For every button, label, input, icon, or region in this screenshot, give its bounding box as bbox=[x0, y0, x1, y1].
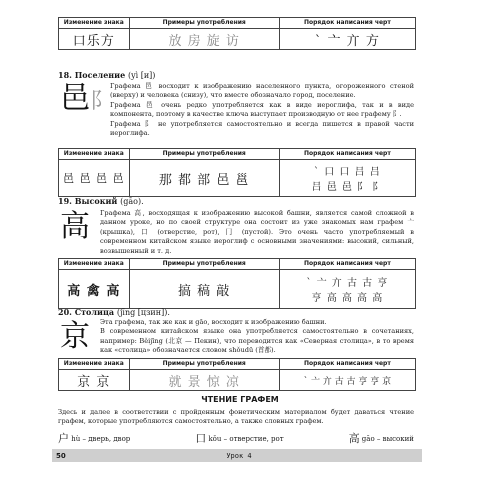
table-header: Изменение знака Примеры употребления Порядок написания черт bbox=[59, 259, 415, 270]
page-footer bbox=[52, 449, 422, 462]
cell-order: ` 口 口 吕 吕 吕 邑 邑 阝 阝 bbox=[311, 167, 384, 193]
cell-examples: 就 景 惊 凉 bbox=[130, 370, 280, 390]
section-20-title: 20. Столица (jīng [цзин]). bbox=[58, 307, 170, 317]
section-20-text: Эта графема, так же как и gāo, восходит к изображению башни. В современном китайском языке она употребляется самостоятельно в сочетаниях, например: Běijīng (北京 — Пекин), что переводится как «Северная столица», в то время как «столица» обозначается словом shǒudū (首都). bbox=[100, 318, 414, 355]
table-row bbox=[59, 160, 415, 196]
list-item: 户 hù – дверь, двор bbox=[58, 432, 131, 445]
section-19-text: Графема 高, восходящая к изображению высокой башни, является самой сложной в данном уроке, но по своей структуре она состоит из уже знакомых нам графем 亠 (крышка), 口 (отверстие, рот), 冂 (пустой). Это очень часто употребляемый в современном китайском языке иероглиф с основными значениями: высокий, сильный, возвышенный и т. д. bbox=[100, 209, 414, 255]
table-header bbox=[59, 18, 415, 29]
table-row bbox=[59, 370, 415, 390]
table-radical-prev bbox=[58, 17, 416, 50]
section-18-character: 邑阝 bbox=[60, 81, 113, 116]
section-18-text: Графема 邑 восходит к изображению населенного пункта, огороженного стеной (вверху) и человека (снизу), что вместе обозначало город, поселение. Графема 邑 очень редко употребляется как в виде иероглифа, так и в виде компонента, поэтому в качестве ключа выступает производную от нее графему 阝. Графема 阝 не употребляется самостоятельно и всегда пишется в правой части иероглифа. bbox=[110, 82, 414, 138]
cell-order: ` 亠 亣 古 古 亨 亨 高 高 高 高 bbox=[306, 278, 389, 304]
section-19-character: 高 bbox=[60, 209, 90, 244]
table-row bbox=[59, 29, 415, 49]
cell-change: 邑 邑 邑 邑 bbox=[59, 160, 130, 196]
table-header: Изменение знака Примеры употребления Порядок написания черт bbox=[59, 359, 415, 370]
header-order: Порядок написания черт bbox=[303, 19, 391, 26]
cell-order: ` 亠 亣 方 bbox=[314, 33, 380, 49]
cell-change: 京 京 bbox=[59, 370, 130, 390]
page-number: 50 bbox=[56, 451, 66, 460]
table-row bbox=[59, 270, 415, 308]
reading-list bbox=[58, 430, 414, 446]
table-header: Изменение знака Примеры употребления Порядок написания черт bbox=[59, 149, 415, 160]
cell-change: 高 禽 高 bbox=[59, 270, 130, 308]
header-change: Изменение знака bbox=[59, 18, 130, 28]
section-19-title: 19. Высокий (gāo). bbox=[58, 196, 144, 206]
header-examples: Примеры употребления bbox=[130, 18, 280, 28]
section-18-title: 18. Поселение (yì [и]) bbox=[58, 70, 156, 80]
table-section-19 bbox=[58, 258, 416, 309]
table-section-20 bbox=[58, 358, 416, 391]
reading-text: Здесь и далее в соответствии с пройденным фонетическим материалом будет даваться чтение графем, которые употребляются самостоятельно, а также словных графем. bbox=[58, 408, 414, 426]
table-section-18 bbox=[58, 148, 416, 197]
list-item: 高 gāo – высокий bbox=[348, 432, 414, 445]
cell-order: ` 亠 亣 古 古 亨 亨 京 bbox=[303, 376, 392, 387]
list-item: 口 kǒu – отверстие, рот bbox=[195, 432, 284, 445]
cell-examples: 放 房 旋 访 bbox=[130, 29, 280, 49]
reading-title: ЧТЕНИЕ ГРАФЕМ bbox=[201, 395, 279, 404]
cell-change: 口乐方 bbox=[59, 29, 130, 49]
section-20-character: 京 bbox=[60, 319, 90, 354]
lesson-label: Урок 4 bbox=[226, 451, 252, 460]
cell-examples: 搞 稿 敲 bbox=[130, 270, 280, 308]
cell-examples: 那 都 部 邑 邕 bbox=[130, 160, 280, 196]
